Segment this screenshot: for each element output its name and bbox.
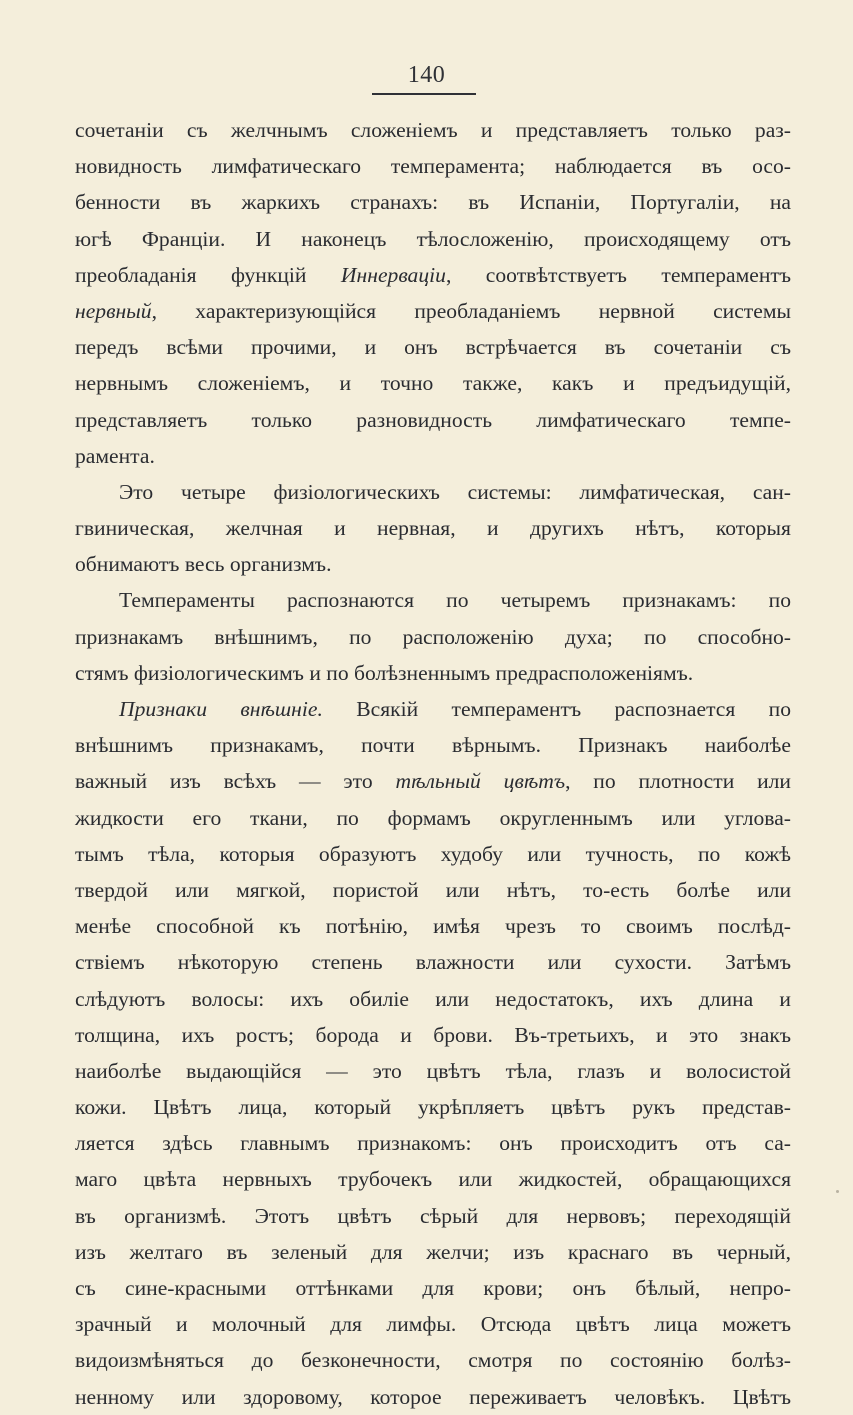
- text-line: [75, 763, 791, 799]
- text-line: [75, 1161, 791, 1197]
- text-segment: признакамъ внѣшнимъ, по расположенію духа; по способно-: [75, 624, 791, 649]
- text-line: [75, 329, 791, 365]
- text-line: [75, 221, 791, 257]
- text-line: [75, 438, 791, 474]
- text-segment: , по плотности или: [565, 769, 791, 794]
- text-line: [75, 1379, 791, 1415]
- text-segment: стямъ физіологическимъ и по болѣзненнымъ предрасположеніямъ.: [75, 660, 694, 685]
- text-line: [75, 836, 791, 872]
- text-segment: изъ желтаго въ зеленый для желчи; изъ краснаго въ черный,: [75, 1239, 791, 1264]
- text-segment: сочетаніи съ желчнымъ сложеніемъ и представляетъ только раз-: [75, 118, 791, 142]
- text-segment: передъ всѣми прочими, и онъ встрѣчается въ сочетаніи съ: [75, 335, 791, 360]
- text-segment: , соотвѣтствуетъ темпераментъ: [445, 262, 791, 287]
- text-segment: видоизмѣняться до безконечности, смотря по состоянію болѣз-: [75, 1348, 791, 1373]
- text-segment: представляетъ только разновидность лимфатическаго темпе-: [75, 407, 791, 432]
- text-line: [75, 148, 791, 184]
- text-line: [75, 944, 791, 980]
- text-segment: въ организмѣ. Этотъ цвѣтъ сѣрый для нервовъ; переходящій: [75, 1203, 791, 1228]
- text-line: [75, 293, 791, 329]
- text-line: [75, 1306, 791, 1342]
- text-line: [75, 908, 791, 944]
- text-segment: рамента.: [75, 443, 155, 468]
- text-segment: съ сине-красными оттѣнками для крови; онъ бѣлый, непро-: [75, 1276, 791, 1300]
- text-segment: кожи. Цвѣтъ лица, который укрѣпляетъ цвѣтъ рукъ представ-: [75, 1095, 791, 1120]
- text-segment: слѣдуютъ волосы: ихъ обиліе или недостатокъ, ихъ длина и: [75, 986, 791, 1011]
- margin-speck: [836, 1190, 839, 1193]
- text-segment: наиболѣе выдающійся — это цвѣтъ тѣла, глазъ и волосистой: [75, 1058, 791, 1083]
- page-number-rule: [372, 93, 476, 95]
- text-line: [75, 582, 791, 618]
- text-segment: ненному или здоровому, которое переживаетъ человѣкъ. Цвѣтъ: [75, 1384, 791, 1409]
- italic-term: Признаки внѣшніе.: [119, 697, 323, 721]
- text-line: [75, 691, 791, 727]
- text-line: [75, 872, 791, 908]
- text-line: [75, 1342, 791, 1378]
- text-segment: , характеризующійся преобладаніемъ нервной системы: [151, 298, 791, 323]
- text-segment: внѣшнимъ признакамъ, почти вѣрнымъ. Признакъ наиболѣе: [75, 733, 791, 758]
- text-line: [75, 800, 791, 836]
- text-line: [75, 546, 791, 582]
- text-line: [75, 1053, 791, 1089]
- text-line: [75, 1234, 791, 1270]
- text-line: [75, 1125, 791, 1161]
- text-segment: Всякій темпераментъ распознается по: [322, 697, 791, 721]
- text-segment: твердой или мягкой, пористой или нѣтъ, то-есть болѣе или: [75, 877, 791, 902]
- text-segment: жидкости его ткани, по формамъ округленнымъ или углова-: [75, 805, 791, 830]
- text-segment: зрачный и молочный для лимфы. Отсюда цвѣтъ лица можетъ: [75, 1312, 791, 1337]
- italic-term: Иннерваціи: [340, 262, 446, 287]
- text-segment: важный изъ всѣхъ — это: [75, 769, 396, 794]
- text-line: [75, 981, 791, 1017]
- text-line: [75, 474, 791, 510]
- text-line: [75, 1089, 791, 1125]
- text-segment: бенности въ жаркихъ странахъ: въ Испаніи, Португаліи, на: [75, 190, 791, 215]
- text-line: [75, 510, 791, 546]
- text-line: [75, 402, 791, 438]
- text-segment: гвиническая, желчная и нервная, и другихъ нѣтъ, которыя: [75, 516, 791, 541]
- text-segment: ствіемъ нѣкоторую степень влажности или сухости. Затѣмъ: [75, 950, 791, 975]
- text-segment: маго цвѣта нервныхъ трубочекъ или жидкостей, обращающихся: [75, 1167, 791, 1192]
- text-line: [75, 184, 791, 220]
- text-segment: обнимаютъ весь организмъ.: [75, 552, 332, 577]
- text-line: [75, 365, 791, 401]
- italic-term: нервный: [75, 298, 152, 323]
- text-line: [75, 619, 791, 655]
- text-segment: новидность лимфатическаго темперамента; наблюдается въ осо-: [75, 154, 791, 179]
- text-line: [75, 112, 791, 148]
- text-segment: Это четыре физіологическихъ системы: лимфатическая, сан-: [119, 479, 791, 504]
- italic-term: тѣльный цвѣтъ: [395, 769, 566, 794]
- text-segment: толщина, ихъ ростъ; борода и брови. Въ-третьихъ, и это знакъ: [75, 1022, 791, 1047]
- text-segment: преобладанія функцій: [75, 262, 341, 287]
- text-line: [75, 1017, 791, 1053]
- text-segment: ляется здѣсь главнымъ признакомъ: онъ происходитъ отъ са-: [75, 1131, 791, 1156]
- text-line: [75, 1198, 791, 1234]
- text-line: [75, 727, 791, 763]
- text-segment: нервнымъ сложеніемъ, и точно также, какъ и предъидущій,: [75, 371, 791, 396]
- text-line: [75, 257, 791, 293]
- text-segment: менѣе способной къ потѣнію, имѣя чрезъ то своимъ послѣд-: [75, 914, 791, 939]
- text-line: [75, 655, 791, 691]
- text-segment: югѣ Франціи. И наконецъ тѣлосложенію, происходящему отъ: [75, 226, 791, 251]
- page-number: 140: [407, 62, 446, 88]
- text-line: [75, 1270, 791, 1306]
- text-segment: тымъ тѣла, которыя образуютъ худобу или тучность, по кожѣ: [75, 841, 791, 866]
- body-text: [75, 112, 791, 1415]
- text-segment: Темпераменты распознаются по четыремъ признакамъ: по: [119, 588, 791, 613]
